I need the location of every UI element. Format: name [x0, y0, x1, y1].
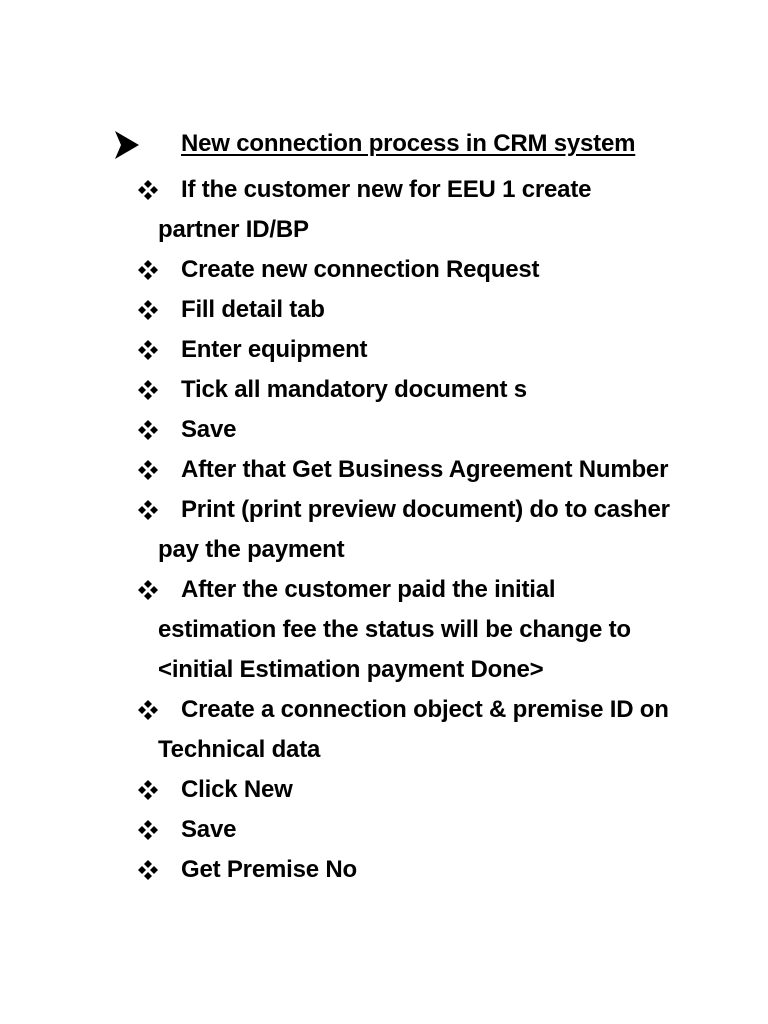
- list-item: [137, 850, 677, 890]
- diamond-bullet-icon: [137, 259, 159, 281]
- list-item-text: Print (print preview document) do to casher pay the payment: [158, 496, 670, 563]
- diamond-bullet-icon: [137, 499, 159, 521]
- list-item: [137, 250, 677, 290]
- step-list: [137, 170, 677, 890]
- section-heading: [114, 128, 734, 168]
- diamond-bullet-icon: [137, 819, 159, 841]
- diamond-bullet-icon: [137, 419, 159, 441]
- list-item-text: After that Get Business Agreement Number: [181, 456, 669, 483]
- list-item: [137, 450, 677, 490]
- diamond-bullet-icon: [137, 579, 159, 601]
- diamond-bullet-icon: [137, 779, 159, 801]
- list-item: [137, 690, 677, 770]
- list-item: [137, 330, 677, 370]
- list-item-text: If the customer new for EEU 1 create partner ID/BP: [158, 176, 592, 243]
- diamond-bullet-icon: [137, 699, 159, 721]
- list-item-text: Create a connection object & premise ID on Technical data: [158, 696, 669, 763]
- list-item: [137, 370, 677, 410]
- list-item: [137, 170, 677, 250]
- diamond-bullet-icon: [137, 379, 159, 401]
- list-item: [137, 570, 677, 690]
- list-item-text: Click New: [181, 776, 293, 803]
- list-item: [137, 410, 677, 450]
- list-item-text: Save: [181, 816, 237, 843]
- list-item-text: Get Premise No: [181, 856, 357, 883]
- list-item-text: After the customer paid the initial estimation fee the status will be change to <initial Estimation payment Done>: [158, 576, 631, 683]
- diamond-bullet-icon: [137, 339, 159, 361]
- diamond-bullet-icon: [137, 299, 159, 321]
- diamond-bullet-icon: [137, 179, 159, 201]
- list-item: [137, 490, 677, 570]
- list-item-text: Enter equipment: [181, 336, 368, 363]
- list-item: [137, 290, 677, 330]
- list-item-text: Save: [181, 416, 237, 443]
- diamond-bullet-icon: [137, 459, 159, 481]
- list-item-text: Tick all mandatory document s: [181, 376, 527, 403]
- diamond-bullet-icon: [137, 859, 159, 881]
- list-item: [137, 770, 677, 810]
- list-item: [137, 810, 677, 850]
- list-item-text: Fill detail tab: [181, 296, 325, 323]
- list-item-text: Create new connection Request: [181, 256, 540, 283]
- heading-title: New connection process in CRM system: [181, 130, 636, 157]
- arrowhead-bullet-icon: [114, 130, 140, 160]
